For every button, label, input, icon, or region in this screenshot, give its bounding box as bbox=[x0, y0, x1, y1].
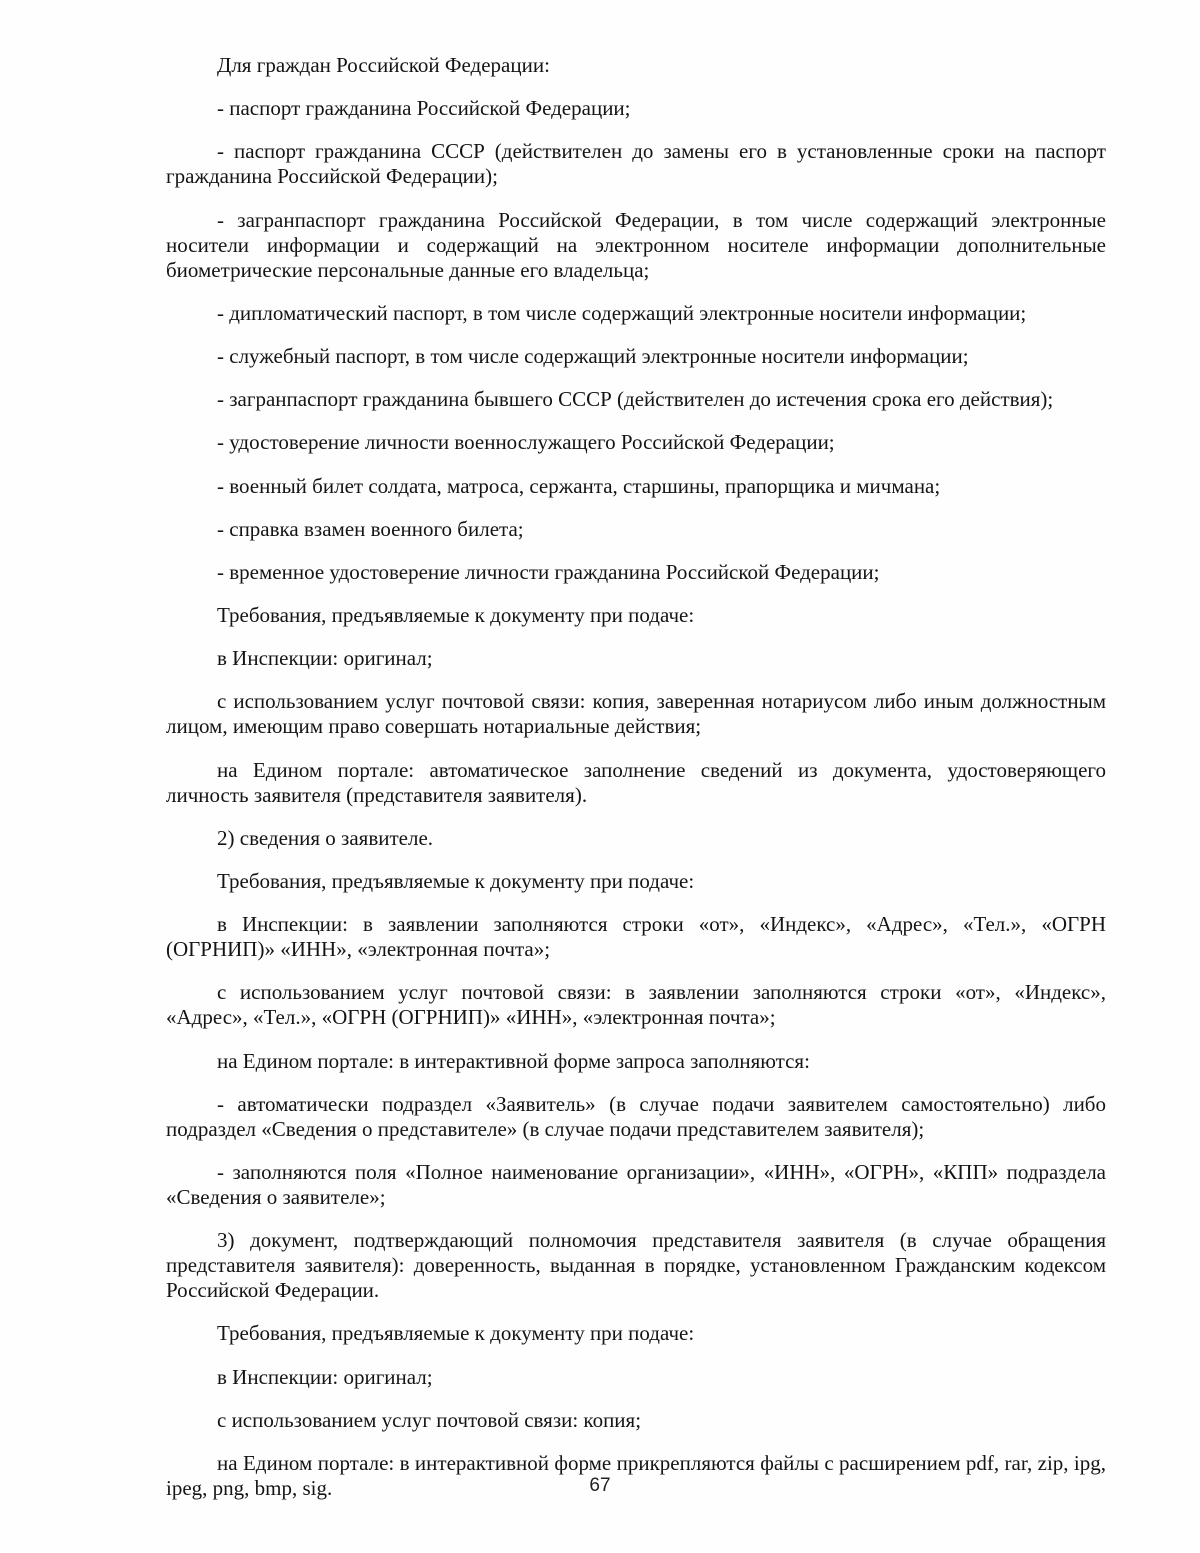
paragraph-section-2: 2) сведения о заявителе. bbox=[217, 825, 434, 850]
paragraph-postal-3: с использованием услуг почтовой связи: копия; bbox=[217, 1407, 642, 1432]
paragraph-item-temporary-id: - временное удостоверение личности гражданина Российской Федерации; bbox=[217, 559, 880, 584]
paragraph-portal-1: на Едином портале: автоматическое заполнение сведений из документа, удостоверяющего личность заявителя (представителя заявителя). bbox=[166, 757, 1106, 807]
paragraph-item-former-ussr-foreign-passport: - загранпаспорт гражданина бывшего СССР (действителен до истечения срока его действия); bbox=[217, 387, 1054, 412]
paragraph-inspection-1: в Инспекции: оригинал; bbox=[217, 646, 433, 671]
paragraph-item-rf-passport: - паспорт гражданина Российской Федерации; bbox=[217, 96, 631, 121]
paragraph-section-3: 3) документ, подтверждающий полномочия представителя заявителя (в случае обращения представителя заявителя): доверенность, выданная в порядке, установленном Гражданским кодексом Российской Федерации. bbox=[166, 1228, 1106, 1303]
paragraph-portal-3: на Едином портале: в интерактивной форме прикрепляются файлы с расширением pdf, rar, zip, ipg, ipeg, png, bmp, sig. bbox=[166, 1450, 1106, 1500]
paragraph-item-military-ticket: - военный билет солдата, матроса, сержанта, старшины, прапорщика и мичмана; bbox=[217, 473, 941, 498]
paragraph-requirements-2: Требования, предъявляемые к документу при подаче: bbox=[217, 869, 695, 893]
document-body bbox=[166, 53, 1106, 1519]
paragraph-inspection-3: в Инспекции: оригинал; bbox=[217, 1364, 433, 1389]
paragraph-portal-2-fields: - заполняются поля «Полное наименование организации», «ИНН», «ОГРН», «КПП» подраздела «Сведения о заявителе»; bbox=[166, 1159, 1106, 1209]
paragraph-requirements-1: Требования, предъявляемые к документу при подаче: bbox=[217, 603, 695, 628]
paragraph-item-certificate: - справка взамен военного билета; bbox=[217, 516, 524, 541]
paragraph-citizens-heading: Для граждан Российской Федерации: bbox=[217, 53, 550, 77]
paragraph-portal-2-auto: - автоматически подраздел «Заявитель» (в случае подачи заявителем самостоятельно) либо подраздел «Сведения о представителе» (в случае подачи представителем заявителя); bbox=[166, 1091, 1106, 1141]
paragraph-postal-1: с использованием услуг почтовой связи: копия, заверенная нотариусом либо иным должностным лицом, имеющим право совершать нотариальные действия; bbox=[166, 689, 1106, 739]
page-number: 67 bbox=[589, 1475, 611, 1496]
paragraph-portal-2: на Едином портале: в интерактивной форме запроса заполняются: bbox=[217, 1048, 810, 1073]
paragraph-item-foreign-passport: - загранпаспорт гражданина Российской Федерации, в том числе содержащий электронные носители информации и содержащий на электронном носителе информации дополнительные биометрические персональные данные его владельца; bbox=[166, 207, 1106, 282]
paragraph-item-military-id: - удостоверение личности военнослужащего Российской Федерации; bbox=[217, 430, 835, 455]
paragraph-item-service-passport: - служебный паспорт, в том числе содержащий электронные носители информации; bbox=[217, 343, 969, 368]
paragraph-item-diplomatic-passport: - дипломатический паспорт, в том числе содержащий электронные носители информации; bbox=[217, 300, 1027, 325]
paragraph-requirements-3: Требования, предъявляемые к документу при подаче: bbox=[217, 1321, 695, 1346]
paragraph-item-ussr-passport: - паспорт гражданина СССР (действителен до замены его в установленные сроки на паспорт гражданина Российской Федерации); bbox=[166, 139, 1106, 189]
paragraph-postal-2: с использованием услуг почтовой связи: в заявлении заполняются строки «от», «Индекс», «Адрес», «Тел.», «ОГРН (ОГРНИП)» «ИНН», «электронная почта»; bbox=[166, 980, 1106, 1030]
paragraph-inspection-2: в Инспекции: в заявлении заполняются строки «от», «Индекс», «Адрес», «Тел.», «ОГРН (ОГРНИП)» «ИНН», «электронная почта»; bbox=[166, 912, 1106, 962]
